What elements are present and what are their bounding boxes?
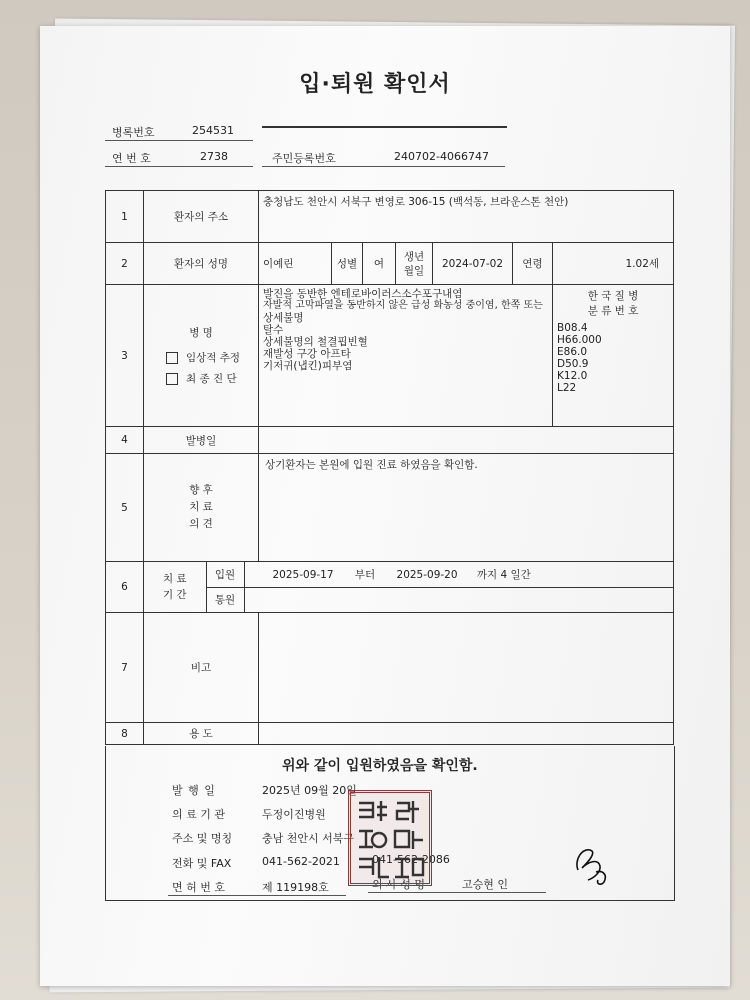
remarks-label: 비고 <box>144 613 259 723</box>
row-number: 1 <box>106 191 144 243</box>
diagnosis-item: 탈수 <box>263 324 284 336</box>
period-label-line2: 기 간 <box>162 589 187 601</box>
diagnosis-item: 상세불명 <box>263 312 304 324</box>
kcd-code: E86.0 <box>557 346 588 358</box>
clinical-estimate-label: 임상적 추정 <box>186 352 241 364</box>
resident-no-label: 주민등록번호 <box>272 152 336 165</box>
diagnosis-list <box>259 285 553 427</box>
address-value: 충청남도 천안시 서북구 변영로 306-15 (백석동, 브라운스톤 천안) <box>259 191 674 243</box>
document-title: 입·퇴원 확인서 <box>299 72 451 97</box>
clinical-estimate-checkbox[interactable] <box>166 352 178 364</box>
kcd-title-line2: 분 류 번 호 <box>587 305 639 317</box>
purpose-label: 용 도 <box>144 723 259 745</box>
issue-date-label: 발 행 일 <box>172 784 216 797</box>
record-no-value: 254531 <box>192 124 234 137</box>
kcd-code: K12.0 <box>557 370 588 382</box>
row-purpose <box>106 723 674 745</box>
onset-label: 발병일 <box>144 427 259 454</box>
inpatient-label: 입원 <box>206 562 244 587</box>
birth-label-line2: 월일 <box>403 264 425 277</box>
doctor-underline <box>368 892 546 893</box>
hospital-seal-stamp <box>348 790 432 886</box>
address-label-footer: 주소 및 명칭 <box>172 832 233 845</box>
phone-label: 전화 및 FAX <box>172 857 232 870</box>
period-label-line1: 치 료 <box>162 573 187 585</box>
opinion-label-line2: 치 료 <box>189 501 213 513</box>
serial-value: 2738 <box>200 150 228 163</box>
onset-value <box>259 427 674 454</box>
title-underline <box>262 126 507 128</box>
row-number: 3 <box>106 285 144 427</box>
serial-label: 연 번 호 <box>112 152 151 165</box>
institution-value: 두정이진병원 <box>262 808 326 821</box>
opinion-label <box>144 454 259 562</box>
row-number: 6 <box>106 562 144 613</box>
kcd-code: H66.000 <box>557 334 602 346</box>
kcd-title-line1: 한 국 질 병 <box>587 290 639 302</box>
fax-value: 041-562-2086 <box>372 853 450 866</box>
until-label: 까지 4 일간 <box>476 568 531 581</box>
sex-label: 성별 <box>332 243 363 285</box>
age-label: 연령 <box>513 243 553 285</box>
license-label: 면 허 번 호 <box>172 881 225 894</box>
license-value: 제 119198호 <box>262 881 329 894</box>
opinion-value: 상기환자는 본원에 입원 진료 하였음을 확인함. <box>259 454 674 562</box>
row-number: 4 <box>106 427 144 454</box>
birth-label <box>396 243 433 285</box>
record-no-underline <box>105 140 253 141</box>
diagnosis-item: 재발성 구강 아프타 <box>263 348 351 360</box>
treatment-period-cell <box>144 562 674 613</box>
final-diagnosis-checkbox[interactable] <box>166 373 178 385</box>
row-remarks <box>106 613 674 723</box>
diagnosis-item: 발진을 동반한 엔테로바이러스소수포구내염 <box>263 288 463 300</box>
institution-label: 의 료 기 관 <box>172 808 225 821</box>
address-value-footer: 충남 천안시 서북구 <box>262 832 355 845</box>
row-treatment-period <box>106 562 674 613</box>
row-diagnosis <box>106 285 674 427</box>
row-number: 8 <box>106 723 144 745</box>
row-name <box>106 243 674 285</box>
birth-label-line1: 생년 <box>403 250 425 263</box>
diagnosis-item: 기저귀(냅킨)피부염 <box>263 360 353 372</box>
resident-no-underline <box>262 166 505 167</box>
diagnosis-label: 병 명 <box>189 327 213 339</box>
seal-pattern-icon <box>351 793 429 883</box>
row-onset <box>106 427 674 454</box>
sex-value: 여 <box>363 243 396 285</box>
diagnosis-item: 자발적 고막파열을 동반하지 않은 급성 화농성 중이염, 한쪽 또는 <box>263 300 543 311</box>
purpose-value <box>259 723 674 745</box>
resident-no-value: 240702-4066747 <box>394 150 489 163</box>
license-underline <box>168 895 346 896</box>
row-number: 5 <box>106 454 144 562</box>
kcd-code: L22 <box>557 382 577 394</box>
phone-value: 041-562-2021 <box>262 855 340 868</box>
issue-date-value: 2025년 09월 20일 <box>262 784 357 797</box>
outpatient-label: 통원 <box>206 587 244 612</box>
opinion-label-line3: 의 견 <box>189 518 213 530</box>
from-label: 부터 <box>354 568 376 581</box>
remarks-value <box>259 613 674 723</box>
birth-value: 2024-07-02 <box>433 243 513 285</box>
final-diagnosis-label: 최 종 진 단 <box>186 373 237 385</box>
row-number: 7 <box>106 613 144 723</box>
outpatient-period <box>244 587 673 612</box>
confirmation-statement: 위와 같이 입원하였음을 확인함. <box>282 758 478 774</box>
name-label: 환자의 성명 <box>144 243 259 285</box>
doctor-signature <box>568 840 618 890</box>
certificate-table <box>105 190 674 745</box>
row-number: 2 <box>106 243 144 285</box>
period-label <box>144 562 206 612</box>
inpatient-from: 2025-09-17 <box>272 568 334 581</box>
row-address <box>106 191 674 243</box>
record-no-label: 병록번호 <box>112 126 155 139</box>
address-label: 환자의 주소 <box>144 191 259 243</box>
opinion-label-line1: 향 후 <box>189 484 213 496</box>
inpatient-to: 2025-09-20 <box>396 568 458 581</box>
kcd-code: B08.4 <box>557 322 588 334</box>
row-opinion <box>106 454 674 562</box>
doctor-label: 의 사 성 명 <box>372 878 425 891</box>
age-value: 1.02세 <box>553 243 674 285</box>
patient-name: 이예린 <box>259 243 332 285</box>
diagnosis-label-cell <box>144 285 259 427</box>
kcd-code: D50.9 <box>557 358 589 370</box>
serial-underline <box>105 166 253 167</box>
diagnosis-item: 상세불명의 철결핍빈혈 <box>263 336 368 348</box>
kcd-codes-cell <box>553 285 674 427</box>
inpatient-period <box>244 562 673 587</box>
doctor-name: 고승현 인 <box>462 878 509 891</box>
